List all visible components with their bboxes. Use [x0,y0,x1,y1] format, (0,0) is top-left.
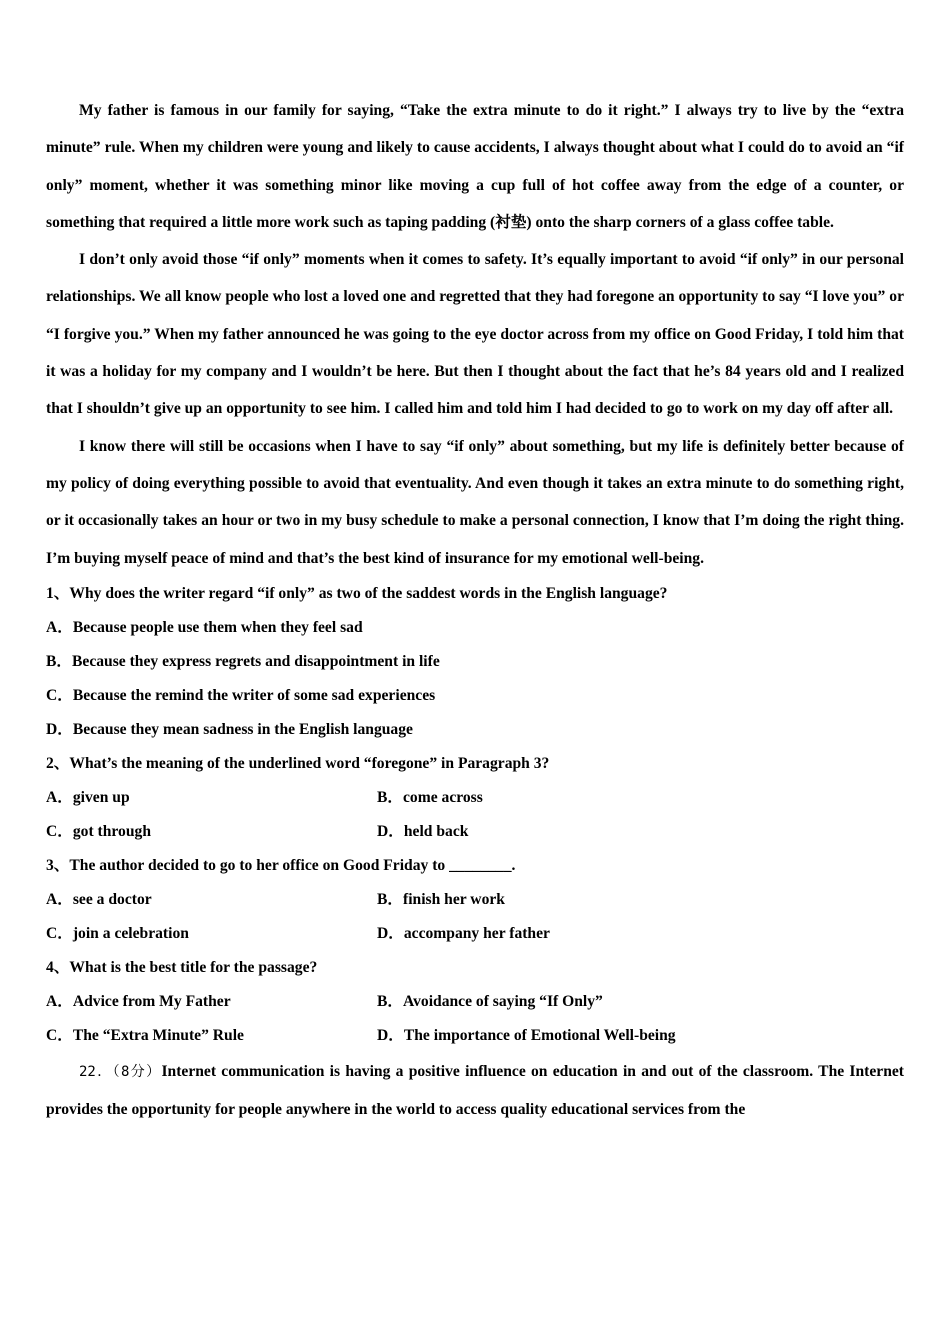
option-letter: A． [46,890,73,908]
option-text: join a celebration [72,924,189,942]
passage-paragraph-2: I don’t only avoid those “if only” moments when it comes to safety. It’s equally important to avoid “if only” in our personal relationships. We all know people who lost a loved one and regretted that they had foregone an opportunity to say “I love you” or “I forgive you.” When my father announced he was going to the eye doctor across from my office on Good Friday, I told him that it was a holiday for my company and I wouldn’t be here. But then I thought about the fact that he’s 84 years old and I realized that I shouldn’t give up an opportunity to see him. I called him and told him I had decided to go to work on my day off after all. [46,251,904,418]
question-2-option-b [377,781,483,815]
question-4-option-a [46,985,231,1019]
section-22-paragraph [46,1053,904,1129]
option-text: Advice from My Father [72,992,231,1010]
option-letter: A． [46,618,73,636]
question-1-option-d [46,713,904,747]
question-4-stem: 4、What is the best title for the passage? [46,958,318,976]
question-4-option-b [377,985,603,1019]
question-3-options-row-1 [46,883,904,917]
option-text: see a doctor [72,890,152,908]
question-1-option-c [46,679,904,713]
question-3-options-row-2 [46,917,904,951]
question-3-option-d [377,917,550,951]
question-2-option-d [377,815,468,849]
option-letter: B． [377,992,403,1010]
question-2-options-row-1 [46,781,904,815]
option-letter: D． [377,924,404,942]
option-letter: C． [46,822,73,840]
option-letter: D． [377,822,404,840]
question-1-stem: 1、Why does the writer regard “if only” as two of the saddest words in the English language? [46,584,668,602]
option-letter: C． [46,924,73,942]
question-4-options-row-2 [46,1019,904,1053]
section-22-text: Internet communication is having a positive influence on education in and out of the classroom. The Internet provides the opportunity for people anywhere in the world to access quality educational services from the [46,1062,904,1119]
question-2-option-a [46,781,130,815]
question-2-option-c [46,815,151,849]
passage-paragraph-3: I know there will still be occasions when I have to say “if only” about something, but my life is definitely better because of my policy of doing everything possible to avoid that eventuality. And even though it takes an extra minute to do something right, or it occasionally takes an hour or two in my busy schedule to make a personal connection, I know that I’m doing the right thing. I’m buying myself peace of mind and that’s the best kind of insurance for my emotional well-being. [46,437,904,567]
option-text: held back [403,822,469,840]
question-3-option-a [46,883,152,917]
option-letter: A． [46,992,73,1010]
option-text: Because people use them when they feel sad [72,618,363,636]
option-letter: C． [46,686,73,704]
question-3-option-c [46,917,189,951]
question-1-option-b [46,645,904,679]
option-text: The importance of Emotional Well-being [403,1026,676,1044]
option-letter: A． [46,788,73,806]
option-letter: B． [377,788,403,806]
question-4-option-d [377,1019,676,1053]
option-letter: B． [46,652,72,670]
option-letter: B． [377,890,403,908]
option-letter: C． [46,1026,73,1044]
option-letter: D． [46,720,73,738]
question-3-stem: 3、The author decided to go to her office on Good Friday to ________. [46,856,516,874]
question-2-options-row-2 [46,815,904,849]
option-text: Because they mean sadness in the English language [72,720,413,738]
option-text: Because they express regrets and disappointment in life [72,652,440,670]
option-text: accompany her father [403,924,550,942]
option-text: The “Extra Minute” Rule [72,1026,244,1044]
option-text: got through [72,822,151,840]
document-page [46,92,904,1128]
question-3-option-b [377,883,505,917]
option-text: come across [403,788,483,806]
option-letter: D． [377,1026,404,1044]
section-22-number: 22．（8分） [79,1063,162,1080]
option-text: Because the remind the writer of some sad experiences [72,686,436,704]
option-text: Avoidance of saying “If Only” [403,992,603,1010]
option-text: given up [72,788,130,806]
option-text: finish her work [403,890,505,908]
question-4-option-c [46,1019,244,1053]
question-1-option-a [46,611,904,645]
question-4-options-row-1 [46,985,904,1019]
passage-paragraph-1: My father is famous in our family for saying, “Take the extra minute to do it right.” I always try to live by the “extra minute” rule. When my children were young and likely to cause accidents, I always thought about what I could do to avoid an “if only” moment, whether it was something minor like moving a cup full of hot coffee away from the edge of a counter, or something that required a little more work such as taping padding (衬垫) onto the sharp corners of a glass coffee table. [46,102,904,231]
question-2-stem: 2、What’s the meaning of the underlined word “foregone” in Paragraph 3? [46,754,550,772]
